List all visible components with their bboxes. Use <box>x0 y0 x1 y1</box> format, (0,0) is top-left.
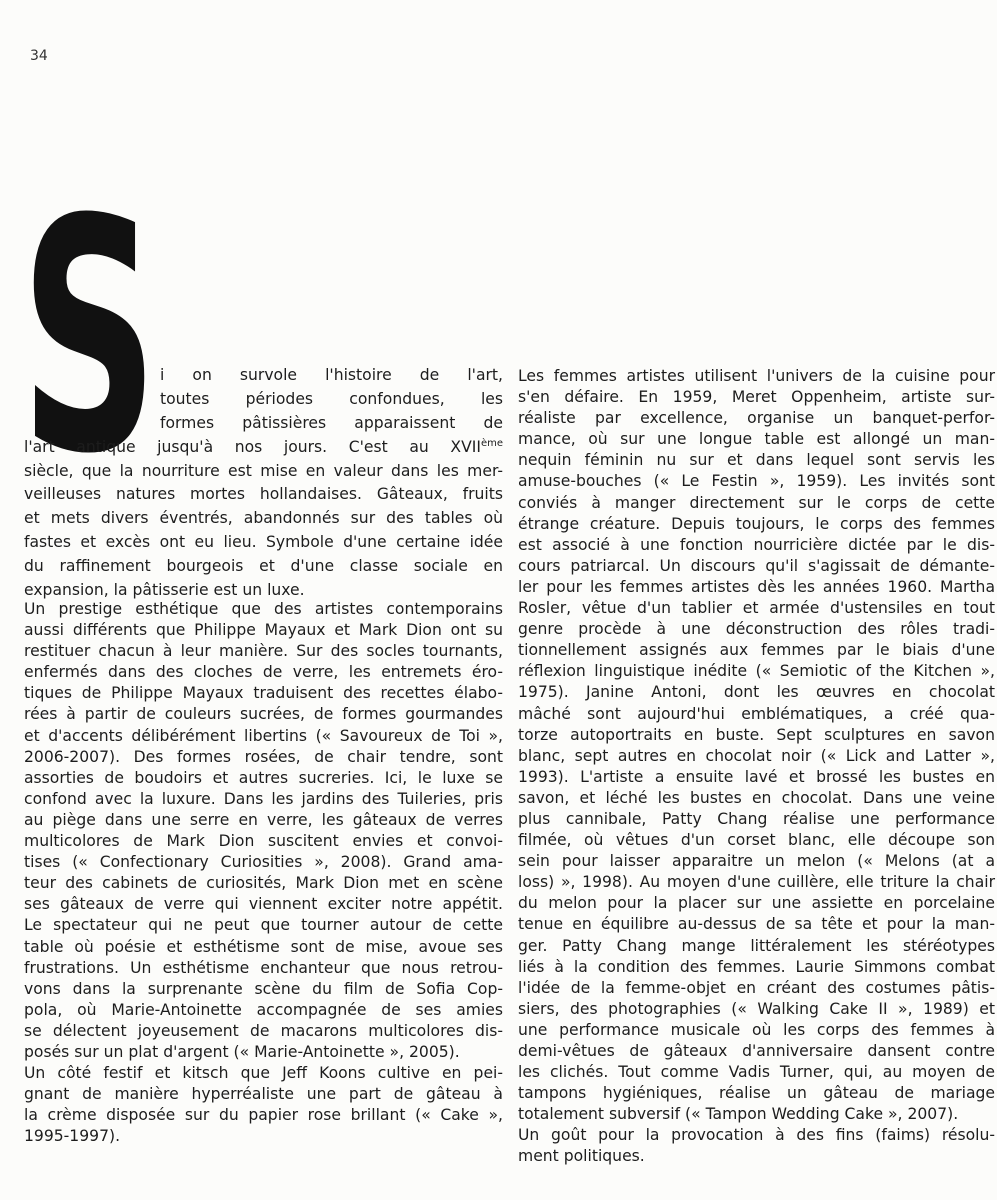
text-line: tenue en équilibre au-dessus de sa tête et pour la man- <box>518 915 995 934</box>
text-line: fastes et excès ont eu lieu. Symbole d'une certaine idée <box>24 533 503 552</box>
text-line: l'art antique jusqu'à nos jours. C'est au XVIIème <box>24 437 503 456</box>
text-line: teur des cabinets de curiosités, Mark Dion met en scène <box>24 874 503 893</box>
text-line: Un prestige esthétique que des artistes contemporains <box>24 600 503 618</box>
text-line: Les femmes artistes utilisent l'univers de la cuisine pour <box>518 367 995 385</box>
text-line: sein pour laisser apparaitre un melon (« Melons (at a <box>518 852 995 871</box>
text-line: Un côté festif et kitsch que Jeff Koons cultive en pei- <box>24 1064 503 1083</box>
text-line: multicolores de Mark Dion suscitent envies et convoi- <box>24 832 503 851</box>
text-line: gnant de manière hyperréaliste une part de gâteau à <box>24 1085 503 1104</box>
text-line: du raffinement bourgeois et d'une classe sociale en <box>24 557 503 576</box>
text-line: torze autoportraits en buste. Sept sculptures en savon <box>518 725 995 744</box>
text-line: demi-vêtues de gâteaux d'anniversaire dansent contre <box>518 1042 995 1060</box>
text-line: tampons hygiéniques, réalise un gâteau de mariage <box>518 1084 995 1103</box>
text-line: l'idée de la femme-objet en créant des costumes pâtis- <box>518 978 995 997</box>
text-line: Le spectateur qui ne peut que tourner autour de cette <box>24 916 503 935</box>
text-line: veilleuses natures mortes hollandaises. Gâteaux, fruits <box>24 485 503 504</box>
text-line: réflexion linguistique inédite (« Semiotic of the Kitchen », <box>518 662 995 681</box>
text-line: cours patriarcal. Un discours qu'il s'agissait de démante- <box>518 556 995 575</box>
text-line: mance, où sur une longue table est allongé un man- <box>518 430 995 449</box>
text-line: du melon pour la placer sur une assiette en porcelaine <box>518 894 995 913</box>
text-line: amuse-bouches (« Le Festin », 1959). Les invités sont <box>518 472 995 491</box>
text-line: i on survole l'histoire de l'art, <box>160 366 503 384</box>
text-line: assorties de boudoirs et autres sucreries. Ici, le luxe se <box>24 768 503 787</box>
text-line: toutes périodes confondues, les <box>160 389 503 408</box>
text-line: liés à la condition des femmes. Laurie Simmons combat <box>518 957 995 976</box>
text-line: 1975). Janine Antoni, dont les œuvres en chocolat <box>518 683 995 702</box>
text-line: filmée, où vêtues d'un corset blanc, elle découpe son <box>518 831 995 850</box>
text-line: au piège dans une serre en verre, les gâteaux de verres <box>24 810 503 829</box>
text-line: aussi différents que Philippe Mayaux et Mark Dion ont su <box>24 621 503 640</box>
text-line: réaliste par excellence, organise un banquet-perfor- <box>518 409 995 428</box>
text-line: ment politiques. <box>518 1147 645 1166</box>
text-line: plus cannibale, Patty Chang réalise une performance <box>518 809 995 828</box>
text-line: tionnellement assignés aux femmes par le biais d'une <box>518 641 995 660</box>
text-line: table où poésie et esthétisme sont de mise, avoue ses <box>24 937 503 956</box>
text-line: et d'accents délibérément libertins (« Savoureux de Toi », <box>24 726 503 745</box>
text-line: les clichés. Tout comme Vadis Turner, qui, au moyen de <box>518 1063 995 1082</box>
text-line: et mets divers éventrés, abandonnés sur des tables où <box>24 509 503 528</box>
paragraph-women-artists <box>518 366 995 1125</box>
text-line: formes pâtissières apparaissent de <box>160 413 503 432</box>
text-line: la crème disposée sur du papier rose brillant (« Cake », <box>24 1106 503 1125</box>
text-line: expansion, la pâtisserie est un luxe. <box>24 581 305 600</box>
body-paragraphs-left <box>24 599 503 1147</box>
text-line: loss) », 1998). Au moyen d'une cuillère, elle triture la chair <box>518 873 995 892</box>
text-line: siècle, que la nourriture est mise en valeur dans les mer- <box>24 461 503 480</box>
text-line: Rosler, vêtue d'un tablier et armée d'ustensiles en tout <box>518 599 995 618</box>
text-line: se délectent joyeusement de macarons multicolores dis- <box>24 1021 503 1040</box>
text-line: confond avec la luxure. Dans les jardins des Tuileries, pris <box>24 789 503 808</box>
text-line: pola, où Marie-Antoinette accompagnée de ses amies <box>24 1000 503 1019</box>
text-line: siers, des photographies (« Walking Cake II », 1989) et <box>518 999 995 1018</box>
text-line: ler pour les femmes artistes dès les années 1960. Martha <box>518 577 995 596</box>
text-line: savon, et léché les bustes en chocolat. Dans une veine <box>518 788 995 807</box>
text-line: frustrations. Un esthétisme enchanteur que nous retrou- <box>24 958 503 977</box>
text-line: blanc, sept autres en chocolat noir (« Lick and Latter », <box>518 746 995 765</box>
text-line: posés sur un plat d'argent (« Marie-Antoinette », 2005). <box>24 1042 460 1061</box>
text-line: restituer chacun à leur manière. Sur des socles tournants, <box>24 642 503 661</box>
text-line: s'en défaire. En 1959, Meret Oppenheim, artiste sur- <box>518 388 995 407</box>
text-line: vons dans la surprenante scène du film de Sofia Cop- <box>24 979 503 998</box>
right-column <box>518 366 995 1168</box>
text-line: rées à partir de couleurs sucrées, de formes gourmandes <box>24 705 503 724</box>
paragraph-conclusion <box>518 1125 995 1167</box>
text-line: nequin féminin nu sur et dans lequel sont servis les <box>518 451 995 470</box>
text-line: conviés à manger directement sur le corps de cette <box>518 493 995 512</box>
text-line: étrange créature. Depuis toujours, le corps des femmes <box>518 514 995 533</box>
text-line: totalement subversif (« Tampon Wedding Cake », 2007). <box>518 1105 959 1124</box>
text-line: Un goût pour la provocation à des fins (faims) résolu- <box>518 1126 995 1145</box>
drop-cap: S <box>20 152 159 524</box>
text-line: 2006-2007). Des formes rosées, de chair tendre, sont <box>24 747 503 766</box>
text-line: enfermés dans des cloches de verre, les entremets éro- <box>24 663 503 682</box>
paragraph-mayaux-dion <box>24 599 503 1063</box>
text-line: ses gâteaux de verre qui viennent exciter notre appétit. <box>24 895 503 914</box>
paragraph-koons <box>24 1063 503 1147</box>
text-line: mâché sont aujourd'hui emblématiques, a créé qua- <box>518 704 995 723</box>
text-line: ger. Patty Chang mange littéralement les stéréotypes <box>518 936 995 955</box>
text-line: est associé à une fonction nourricière dictée par le dis- <box>518 535 995 554</box>
text-line: genre procède à une déconstruction des rôles tradi- <box>518 620 995 639</box>
text-line: tiques de Philippe Mayaux traduisent des recettes élabo- <box>24 684 503 703</box>
text-line: tises (« Confectionary Curiosities », 2008). Grand ama- <box>24 853 503 872</box>
text-line: 1993). L'artiste a ensuite lavé et brossé les bustes en <box>518 767 995 786</box>
intro-paragraph <box>24 364 503 603</box>
text-line: une performance musicale où les corps des femmes à <box>518 1020 995 1039</box>
page-number: 34 <box>30 48 48 64</box>
text-line: 1995-1997). <box>24 1127 121 1146</box>
